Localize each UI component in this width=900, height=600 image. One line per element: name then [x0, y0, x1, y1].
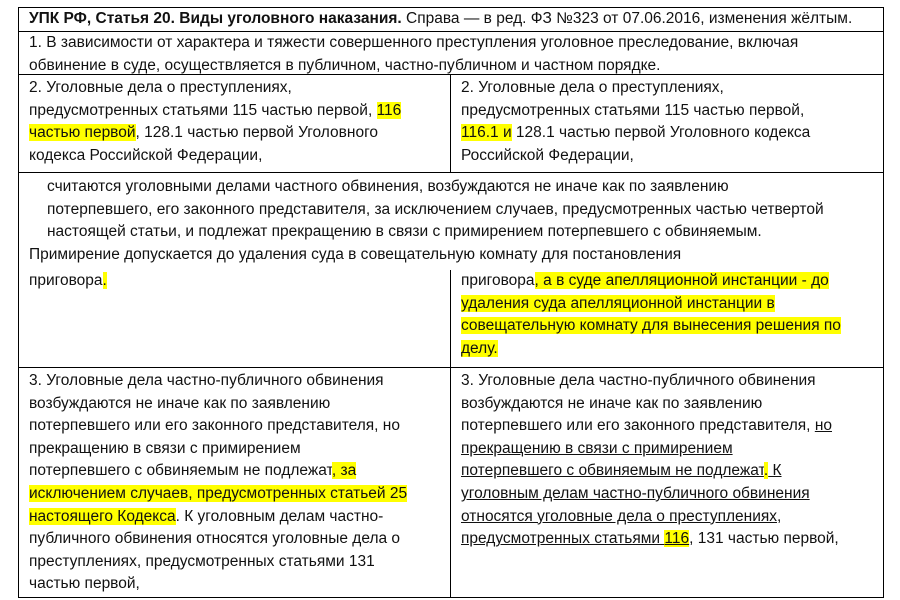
- paragraph-1-row: [18, 32, 884, 75]
- paragraph-2-old-ending: приговора.: [19, 270, 451, 367]
- paragraph-3-row: [18, 368, 884, 598]
- paragraph-2-new-ending: приговора, а в суде апелляционной инстанции - до удаления суда апелляционной инстанции в совещательную комнату для вынесения решения по делу.: [461, 272, 841, 357]
- paragraph-2-old-text: 2. Уголовные дела о преступлениях, предусмотренных статьями 115 частью первой, 116 частью первой, 128.1 частью первой Уголовного кодекса Российской Федерации,: [19, 75, 451, 172]
- document-note: Справа — в ред. ФЗ №323 от 07.06.2016, изменения жёлтым.: [406, 10, 853, 27]
- paragraph-3-new-text: 3. Уголовные дела частно-публичного обвинения возбуждаются не иначе как по заявлению потерпевшего или его законного представителя, но прекращению в связи с примирением потерпевшего с обвиняемым не подлежат. К уголовным делам частно-публичного обвинения относятся уголовные дела о преступлениях, предусмотренных статьями 116, 131 частью первой,: [461, 372, 839, 548]
- highlight: 116.1 и: [461, 124, 512, 142]
- highlight: совещательную комнату для вынесения решения по: [461, 317, 841, 335]
- underlined-text: относятся уголовные дела о преступлениях,: [461, 507, 782, 525]
- highlight: .: [102, 272, 107, 289]
- highlight: , а в суде апелляционной инстанции - до: [534, 272, 829, 289]
- paragraph-2-ending-row: [18, 270, 884, 368]
- paragraph-2-common-text: считаются уголовными делами частного обвинения, возбуждаются не иначе как по заявлению потерпевшего, его законного представителя, за исключением случаев, предусмотренных частью четвертой настоящей статьи, и подлежат прекращению в связи с примирением потерпевшего с обвиняемым. Примирение допускается до удаления суда в совещательную комнату для постановления: [29, 178, 824, 263]
- underlined-text: предусмотренных статьями: [461, 530, 665, 548]
- underlined-text: потерпевшего с обвиняемым не подлежат: [461, 462, 764, 480]
- underlined-text: но: [814, 417, 832, 435]
- highlight: 116: [664, 530, 690, 548]
- highlight: делу.: [461, 339, 498, 357]
- paragraph-1: 1. В зависимости от характера и тяжести совершенного преступления уголовное преследование, включая обвинение в суде, осуществляется в публичном, частно-публичном и частном порядке.: [29, 34, 799, 74]
- highlight: , за: [331, 462, 357, 480]
- paragraph-2-common-row: [18, 173, 884, 270]
- underlined-text: уголовным делам частно-публичного обвинения: [461, 484, 810, 502]
- law-comparison-document: [18, 7, 884, 598]
- paragraph-2-new-text: 2. Уголовные дела о преступлениях, предусмотренных статьями 115 частью первой, 116.1 и 128.1 частью первой Уголовного кодекса Российской Федерации,: [461, 79, 811, 164]
- paragraph-3-old-text: 3. Уголовные дела частно-публичного обвинения возбуждаются не иначе как по заявлению потерпевшего или его законного представителя, но прекращению в связи с примирением потерпевшего с обвиняемым не подлежат, за исключением случаев, предусмотренных статьей 25 настоящего Кодекса. К уголовным делам частно- публичного обвинения относятся уголовные дела о преступлениях, предусмотренных статьями 131 частью первой,: [19, 368, 451, 597]
- highlight: частью первой: [29, 124, 136, 142]
- highlight: удаления суда апелляционной инстанции в: [461, 294, 775, 312]
- header-row: [18, 7, 884, 32]
- underlined-text: К: [768, 462, 782, 480]
- document-title: УПК РФ, Статья 20. Виды уголовного наказания.: [29, 10, 402, 27]
- highlight: .: [763, 462, 769, 480]
- highlight: 116: [376, 101, 402, 119]
- highlight: настоящего Кодекса: [29, 507, 176, 525]
- paragraph-2-row: [18, 75, 884, 173]
- underlined-text: прекращению в связи с примирением: [461, 439, 733, 457]
- highlight: исключением случаев, предусмотренных статьей 25: [29, 484, 408, 502]
